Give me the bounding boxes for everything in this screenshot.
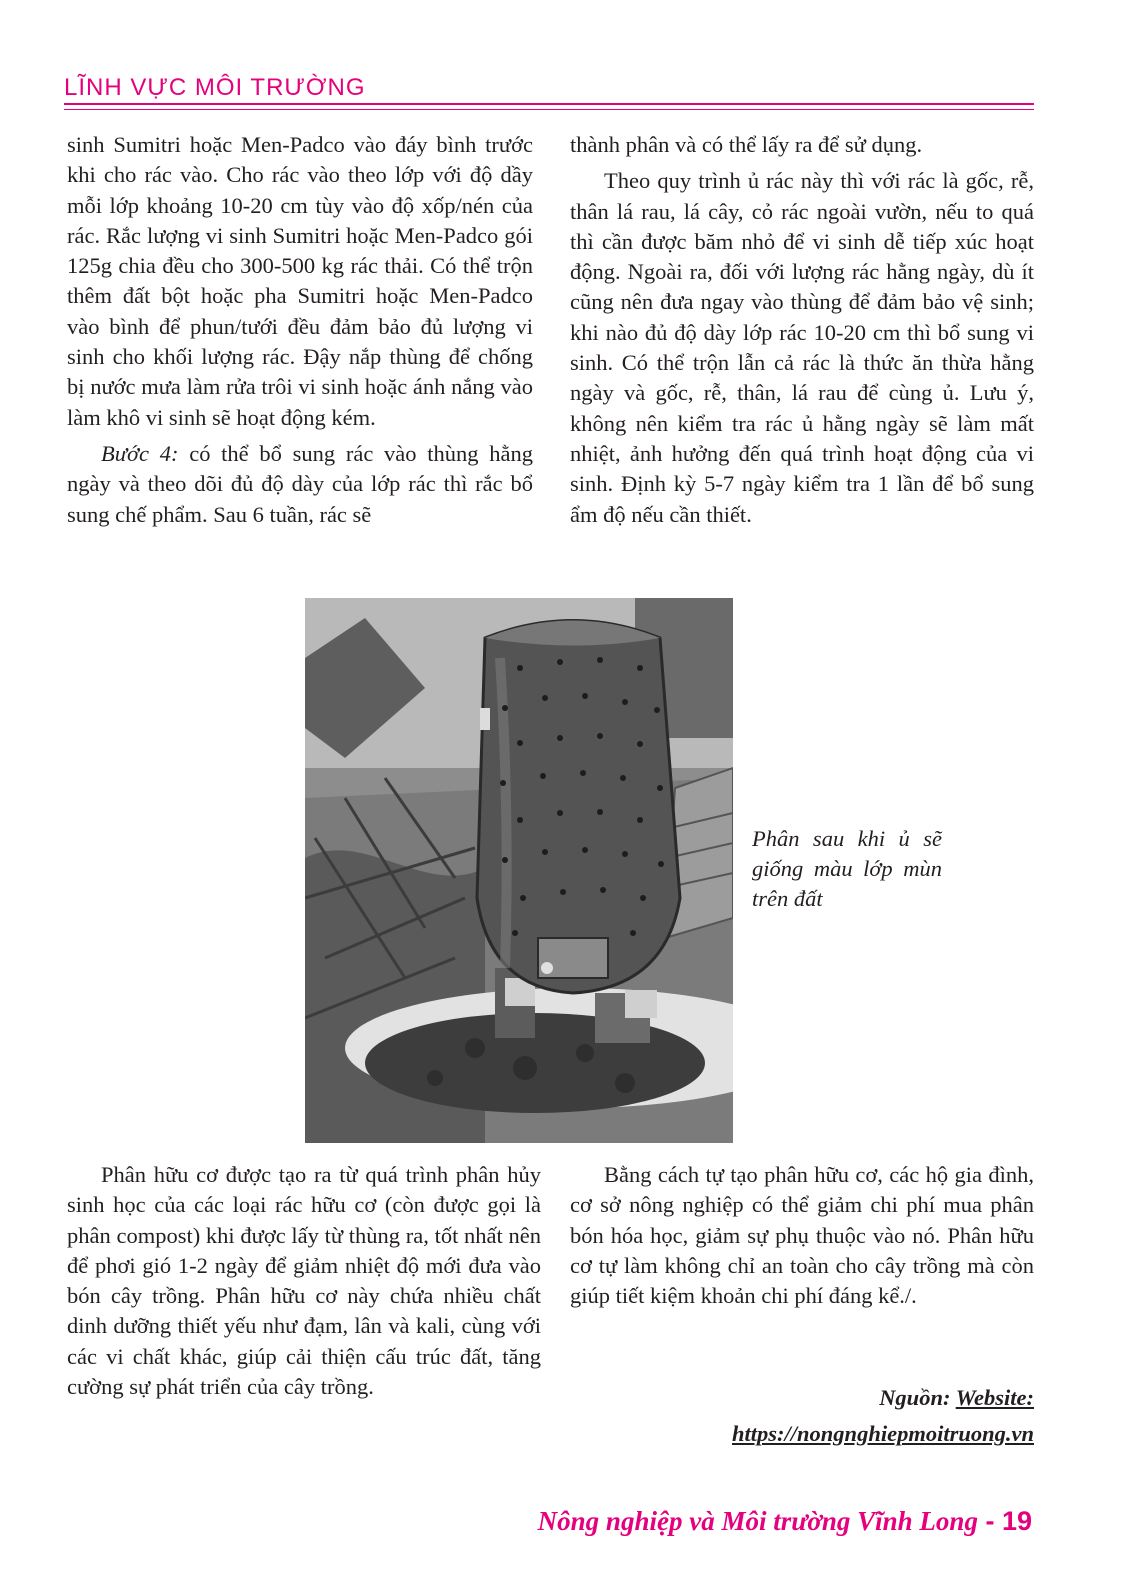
compost-bin-photo xyxy=(305,598,733,1143)
right-column-top xyxy=(570,130,1034,530)
magazine-title: Nông nghiệp và Môi trường Vĩnh Long xyxy=(537,1506,978,1536)
header-rule xyxy=(64,103,1034,105)
paragraph: Bằng cách tự tạo phân hữu cơ, các hộ gia đình, cơ sở nông nghiệp có thể giảm chi phí mua phân bón hóa học, giảm sự phụ thuộc vào nó. Phân hữu cơ tự làm không chỉ an toàn cho cây trồng mà còn giúp tiết kiệm khoản chi phí đáng kể./. xyxy=(570,1162,1034,1309)
step-text: có thể bổ sung rác vào thùng hằng ngày và theo dõi đủ độ dày của lớp rác thì rắc bổ sung chế phẩm. Sau 6 tuần, rác sẽ xyxy=(67,440,533,527)
paragraph: thành phân và có thể lấy ra để sử dụng. xyxy=(570,132,923,157)
right-column-bottom xyxy=(570,1160,1034,1311)
page-footer xyxy=(538,1506,1032,1537)
paragraph: sinh Sumitri hoặc Men-Padco vào đáy bình trước khi cho rác vào. Cho rác vào theo lớp với độ dầy mỗi lớp khoảng 10-20 cm tùy vào độ xốp/nén của rác. Rắc lượng vi sinh Sumitri hoặc Men-Padco gói 125g chia đều cho 300-500 kg rác thải. Có thể trộn thêm đất bột hoặc pha Sumitri hoặc Men-Padco vào bình để phun/tưới đều đảm bảo đủ lượng vi sinh cho khối lượng rác. Đậy nắp thùng để chống bị nước mưa làm rửa trôi vi sinh hoặc ánh nắng vào làm khô vi sinh sẽ hoạt động kém. xyxy=(67,132,533,430)
source-url-link[interactable]: https://nongnghiepmoitruong.vn xyxy=(732,1421,1034,1446)
header-rule-thin xyxy=(64,109,1034,110)
paragraph: Theo quy trình ủ rác này thì với rác là gốc, rễ, thân lá rau, lá cây, cỏ rác ngoài vườn, nếu to quá thì cần được băm nhỏ để vi sinh dễ tiếp xúc hoạt động. Ngoài ra, đối với lượng rác hằng ngày, dù ít cũng nên đưa ngay vào thùng để đảm bảo vệ sinh; khi nào đủ độ dày lớp rác 10-20 cm thì bổ sung vi sinh. Có thể trộn lẫn cả rác là thức ăn thừa hằng ngày và gốc, rễ, thân, lá rau để cùng ủ. Lưu ý, không nên kiểm tra rác ủ hằng ngày sẽ làm mất nhiệt, ảnh hưởng đến quá trình hoạt động của vi sinh. Định kỳ 5-7 ngày kiểm tra 1 lần để bổ sung ẩm độ nếu cần thiết. xyxy=(570,168,1034,527)
section-header: LĨNH VỰC MÔI TRƯỜNG xyxy=(64,74,366,101)
source-site-label: Website: xyxy=(955,1385,1034,1410)
left-column-top xyxy=(67,130,533,530)
left-column-bottom xyxy=(67,1160,541,1402)
step-label: Bước 4: xyxy=(101,440,179,466)
paragraph: Phân hữu cơ được tạo ra từ quá trình phân hủy sinh học của các loại rác hữu cơ (còn được gọi là phân compost) khi được lấy từ thùng ra, tốt nhất nên để phơi gió 1-2 ngày để giảm nhiệt độ mới đưa vào bón cây trồng. Phân hữu cơ này chứa nhiều chất dinh dưỡng thiết yếu như đạm, lân và kali, cùng với các vi chất khác, giúp cải thiện cấu trúc đất, tăng cường sự phát triển của cây trồng. xyxy=(67,1162,541,1400)
source-credit xyxy=(614,1380,1034,1452)
source-label: Nguồn: xyxy=(879,1385,951,1410)
page-number: 19 xyxy=(1001,1506,1032,1536)
photo-caption: Phân sau khi ủ sẽ giống màu lớp mùn trên đất xyxy=(752,826,942,911)
footer-separator: - xyxy=(977,1506,1002,1536)
paragraph-step4 xyxy=(67,439,533,530)
